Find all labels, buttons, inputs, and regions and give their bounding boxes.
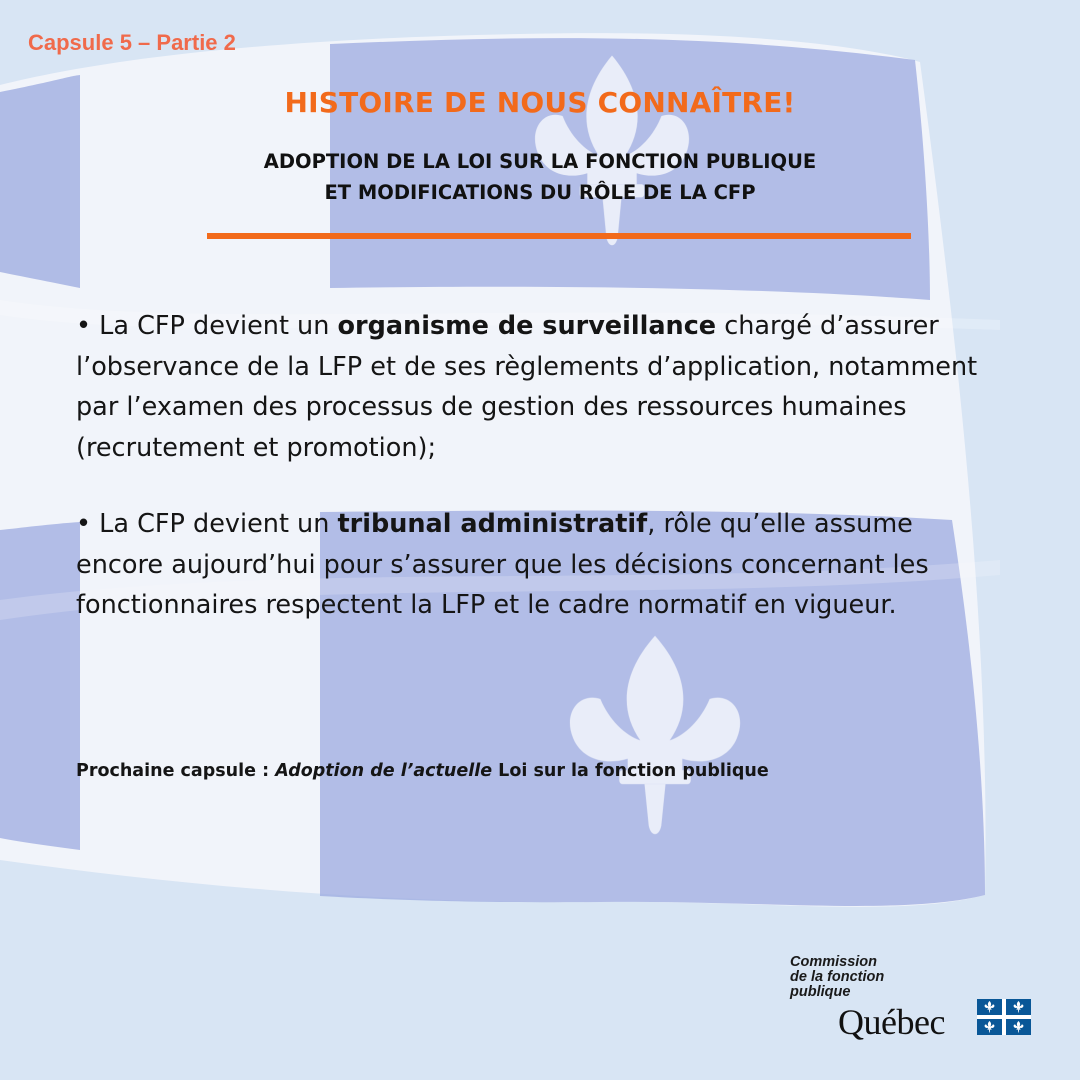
bullet-emphasis: organisme de surveillance (337, 311, 717, 341)
subtitle-line-2: ET MODIFICATIONS DU RÔLE DE LA CFP (324, 181, 756, 204)
subtitle-line-1: ADOPTION DE LA LOI SUR LA FONCTION PUBLIQUE (263, 150, 817, 173)
bullet-item-surveillance (76, 306, 1006, 468)
logo-line-2: de la fonction (790, 969, 885, 985)
bullet-text: chargé d’assurer l’observance de la LFP et de ses règlements d’application, notamment par l’examen des processus de gestion des ressources humaines (recrutement et promotion); (76, 311, 978, 463)
quebec-flag-icon (977, 999, 1031, 1035)
page-subtitle (0, 146, 1080, 208)
bullet-text: , rôle qu’elle assume encore aujourd’hui pour s’assurer que les décisions concernant les fonctionnaires respectent la LFP et le cadre normatif en vigueur. (76, 509, 929, 620)
bullet-prefix: • La CFP devient un (76, 311, 338, 341)
title-divider (207, 233, 911, 239)
next-capsule-label: Prochaine capsule : (76, 761, 276, 781)
next-capsule-rest: Loi sur la fonction publique (492, 761, 769, 781)
cfp-quebec-logo (790, 955, 1040, 1045)
logo-text (790, 955, 1040, 1000)
next-capsule-italic: Adoption de l’actuelle (275, 761, 493, 781)
quebec-wordmark: Québec (838, 1002, 945, 1042)
logo-line-3: publique (790, 984, 851, 1000)
capsule-label: Capsule 5 – Partie 2 (28, 30, 236, 55)
page-title: HISTOIRE DE NOUS CONNAÎTRE! (284, 86, 796, 119)
bullet-list (76, 306, 1006, 662)
bullet-prefix: • La CFP devient un (76, 509, 338, 539)
logo-line-1: Commission (790, 954, 878, 970)
bullet-item-tribunal (76, 504, 1006, 626)
bullet-emphasis: tribunal administratif (337, 509, 648, 539)
next-capsule-note (76, 761, 769, 781)
